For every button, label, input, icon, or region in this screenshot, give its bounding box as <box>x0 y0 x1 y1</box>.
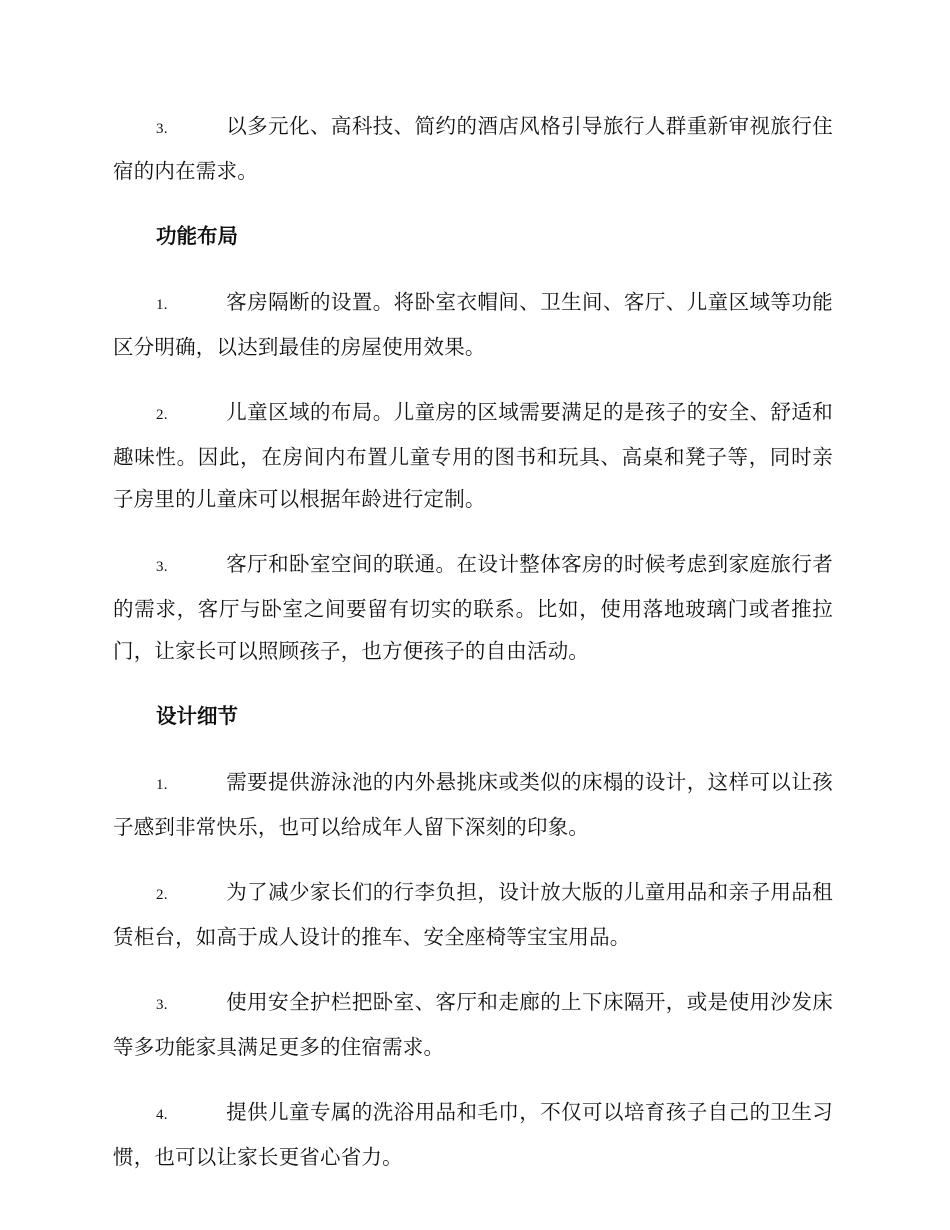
list-item-text: 为了减少家长们的行李负担，设计放大版的儿童用品和亲子用品租赁柜台，如高于成人设计的推车、安全座椅等宝宝用品。 <box>113 880 833 949</box>
list-item-number: 3. <box>156 997 168 1013</box>
list-item-text: 客厅和卧室空间的联通。在设计整体客房的时候考虑到家庭旅行者的需求，客厅与卧室之间要留有切实的联系。比如，使用落地玻璃门或者推拉门，让家长可以照顾孩子，也方便孩子的自由活动。 <box>113 552 833 663</box>
list-item-number: 1. <box>156 297 168 313</box>
list-item-number: 1. <box>156 777 168 793</box>
list-item <box>113 871 833 958</box>
list-item-text: 客房隔断的设置。将卧室衣帽间、卫生间、客厅、儿童区域等功能区分明确，以达到最佳的房屋使用效果。 <box>113 290 833 359</box>
section-heading-layout: 功能布局 <box>156 224 238 248</box>
list-item <box>113 391 833 520</box>
list-item-text: 儿童区域的布局。儿童房的区域需要满足的是孩子的安全、舒适和趣味性。因此，在房间内布置儿童专用的图书和玩具、高桌和凳子等，同时亲子房里的儿童床可以根据年龄进行定制。 <box>113 400 833 511</box>
list-item-text: 以多元化、高科技、简约的酒店风格引导旅行人群重新审视旅行住宿的内在需求。 <box>113 114 833 183</box>
list-item <box>113 1091 833 1178</box>
list-item-text: 使用安全护栏把卧室、客厅和走廊的上下床隔开，或是使用沙发床等多功能家具满足更多的住宿需求。 <box>113 990 833 1059</box>
list-item-number: 4. <box>156 1107 168 1123</box>
list-item <box>113 981 833 1068</box>
list-item-text: 需要提供游泳池的内外悬挑床或类似的床榻的设计，这样可以让孩子感到非常快乐，也可以给成年人留下深刻的印象。 <box>113 770 833 839</box>
list-item-number: 2. <box>156 887 168 903</box>
list-item <box>113 761 833 848</box>
document-body <box>113 105 833 1201</box>
list-item-number: 3. <box>156 559 168 575</box>
section-heading-details: 设计细节 <box>156 704 238 728</box>
list-item-number: 3. <box>156 121 168 137</box>
list-item-number: 2. <box>156 407 168 423</box>
list-item <box>113 543 833 672</box>
list-item-text: 提供儿童专属的洗浴用品和毛巾，不仅可以培育孩子自己的卫生习惯，也可以让家长更省心省力。 <box>113 1100 833 1169</box>
list-item <box>113 105 833 192</box>
list-item <box>113 281 833 368</box>
